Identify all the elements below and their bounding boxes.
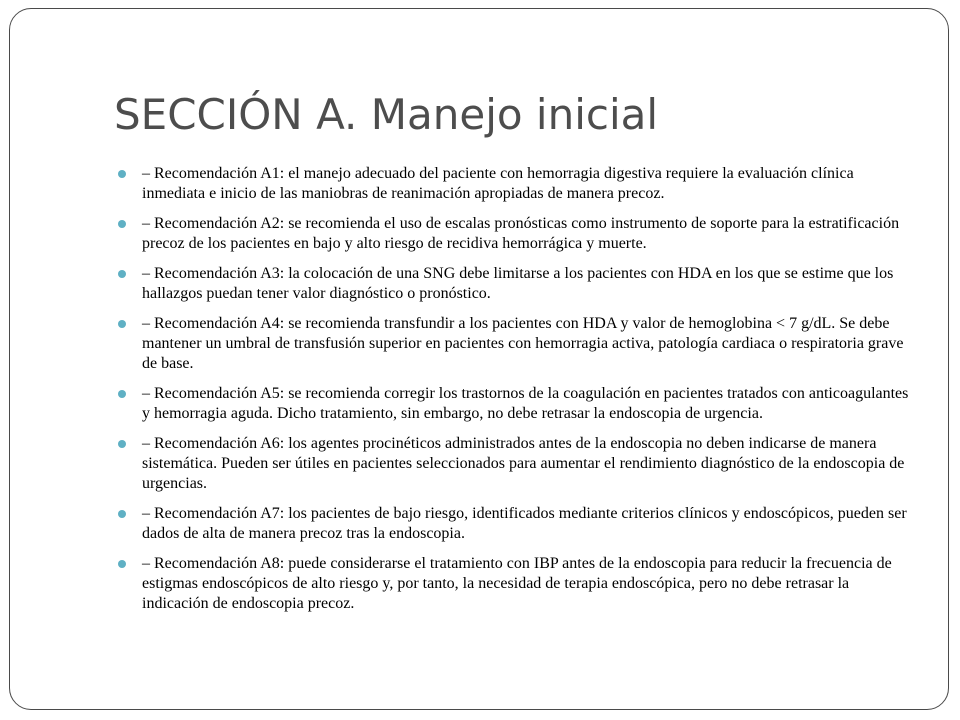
bullet-dot-icon [118,390,126,398]
bullet-dot-icon [118,270,126,278]
recommendation-text: – Recomendación A4: se recomienda transfundir a los pacientes con HDA y valor de hemoglobina < 7 g/dL. Se debe mantener un umbral de transfusión superior en pacientes con hemorragia activa, patología cardiaca o respiratoria grave de base. [142,315,904,372]
bullet-dot-icon [118,440,126,448]
recommendation-text: – Recomendación A6: los agentes procinéticos administrados antes de la endoscopia no deben indicarse de manera sistemática. Pueden ser útiles en pacientes seleccionados para aumentar el rendimiento diagnóstico de la endoscopia de urgencias. [142,435,905,492]
recommendation-list [114,164,914,624]
bullet-dot-icon [118,220,126,228]
recommendation-item-a2 [114,214,914,254]
bullet-dot-icon [118,170,126,178]
recommendation-text: – Recomendación A2: se recomienda el uso de escalas pronósticas como instrumento de soporte para la estratificación precoz de los pacientes en bajo y alto riesgo de recidiva hemorrágica y muerte. [142,215,900,252]
recommendation-item-a4 [114,314,914,374]
recommendation-text: – Recomendación A8: puede considerarse el tratamiento con IBP antes de la endoscopia para reducir la frecuencia de estigmas endoscópicos de alto riesgo y, por tanto, la necesidad de terapia endoscópica, pero no debe retrasar la indicación de endoscopia precoz. [142,555,892,612]
bullet-dot-icon [118,320,126,328]
recommendation-text: – Recomendación A3: la colocación de una SNG debe limitarse a los pacientes con HDA en los que se estime que los hallazgos puedan tener valor diagnóstico o pronóstico. [142,265,894,302]
recommendation-text: – Recomendación A7: los pacientes de bajo riesgo, identificados mediante criterios clínicos y endoscópicos, pueden ser dados de alta de manera precoz tras la endoscopia. [142,505,907,542]
recommendation-item-a5 [114,384,914,424]
recommendation-item-a7 [114,504,914,544]
recommendation-item-a3 [114,264,914,304]
slide-title: SECCIÓN A. Manejo inicial [114,90,659,139]
bullet-dot-icon [118,560,126,568]
recommendation-text: – Recomendación A1: el manejo adecuado del paciente con hemorragia digestiva requiere la evaluación clínica inmediata e inicio de las maniobras de reanimación apropiadas de manera precoz. [142,165,854,202]
slide-frame [9,8,949,710]
recommendation-item-a6 [114,434,914,494]
bullet-dot-icon [118,510,126,518]
recommendation-item-a1 [114,164,914,204]
recommendation-item-a8 [114,554,914,614]
recommendation-text: – Recomendación A5: se recomienda corregir los trastornos de la coagulación en pacientes tratados con anticoagulantes y hemorragia aguda. Dicho tratamiento, sin embargo, no debe retrasar la endoscopia de urgencia. [142,385,909,422]
